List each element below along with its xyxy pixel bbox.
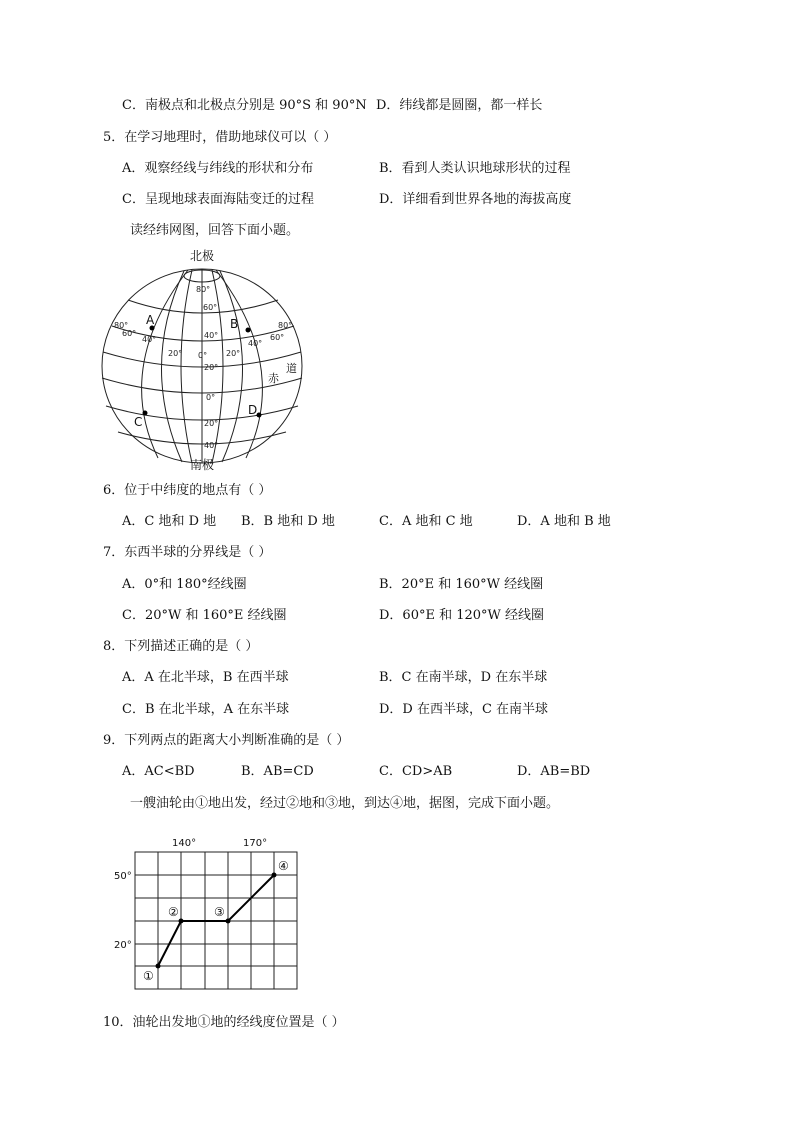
point-c-dot — [143, 411, 148, 416]
q9-option-a: A．AC<BD — [122, 764, 195, 779]
q7-stem: 7．东西半球的分界线是（ ） — [103, 545, 272, 560]
route-grid-figure — [110, 834, 310, 994]
q5-option-b: B．看到人类认识地球形状的过程 — [379, 161, 571, 176]
q6-option-b: B．B 地和 D 地 — [241, 514, 335, 529]
q9-stem: 9．下列两点的距离大小判断准确的是（ ） — [103, 733, 350, 748]
lat-line-40 — [112, 326, 294, 341]
grid-lat-50: 50° — [114, 871, 132, 882]
lat-label-0: 0° — [206, 393, 216, 402]
label-equator-2: 道 — [286, 362, 297, 375]
lat-label-s40: 40° — [204, 441, 219, 450]
route-label-2: ② — [168, 905, 179, 919]
route-point-3 — [226, 919, 231, 924]
q8-stem: 8．下列描述正确的是（ ） — [103, 639, 259, 654]
lon-label-r60: 60° — [270, 333, 285, 342]
q7-option-c: C．20°W 和 160°E 经线圈 — [122, 608, 287, 623]
lon-label-r40: 40° — [248, 339, 263, 348]
q7-option-b: B．20°E 和 160°W 经线圈 — [379, 577, 544, 592]
q8-option-a: A．A 在北半球，B 在西半球 — [122, 670, 289, 685]
point-d-dot — [257, 413, 262, 418]
label-point-a: A — [146, 313, 155, 327]
route-label-1: ① — [143, 969, 154, 983]
lon-label-l20: 20° — [168, 349, 183, 358]
label-point-b: B — [230, 317, 239, 331]
route-point-1 — [156, 964, 161, 969]
lon-label-r20: 20° — [226, 349, 241, 358]
q9-option-c: C．CD>AB — [379, 764, 453, 779]
label-point-c: C — [134, 415, 143, 429]
label-south-pole: 南极 — [190, 458, 215, 472]
q9-option-b: B．AB=CD — [241, 764, 314, 779]
lat-label-s20: 20° — [204, 419, 219, 428]
q6-stem: 6．位于中纬度的地点有（ ） — [103, 483, 272, 498]
lon-label-l80: 80° — [114, 321, 129, 330]
lon-label-r80: 80° — [278, 321, 293, 330]
intro-globe: 读经纬网图，回答下面小题。 — [130, 223, 300, 238]
label-point-d: D — [248, 403, 258, 417]
lon-label-0: 0° — [198, 351, 208, 360]
q6-option-c: C．A 地和 C 地 — [379, 514, 473, 529]
route-grid-svg — [110, 834, 310, 994]
q5-option-d: D．详细看到世界各地的海拔高度 — [379, 192, 572, 207]
lat-label-20: 20° — [204, 363, 219, 372]
route-point-2 — [179, 919, 184, 924]
q4-option-c: C．南极点和北极点分别是 90°S 和 90°N — [122, 98, 367, 113]
q6-option-a: A．C 地和 D 地 — [122, 514, 217, 529]
intro-route: 一艘油轮由①地出发，经过②地和③地，到达④地，据图，完成下面小题。 — [130, 796, 560, 811]
q9-option-d: D．AB=BD — [517, 764, 591, 779]
q8-option-d: D．D 在西半球，C 在南半球 — [379, 702, 549, 717]
label-north-pole: 北极 — [190, 249, 215, 263]
route-label-4: ④ — [278, 859, 289, 873]
lat-label-40: 40° — [204, 331, 219, 340]
grid-lon-170: 170° — [243, 838, 268, 849]
route-label-3: ③ — [214, 905, 225, 919]
q8-option-c: C．B 在北半球，A 在东半球 — [122, 702, 290, 717]
q10-stem: 10．油轮出发地①地的经线度位置是（ ） — [103, 1015, 345, 1030]
point-b-dot — [246, 328, 251, 333]
globe-svg — [100, 248, 305, 473]
grid-lon-140: 140° — [172, 838, 197, 849]
q6-option-d: D．A 地和 B 地 — [517, 514, 611, 529]
globe-figure — [100, 248, 305, 473]
q5-option-a: A．观察经线与纬线的形状和分布 — [122, 161, 314, 176]
grid-lat-20: 20° — [114, 940, 132, 951]
lat-label-60: 60° — [203, 303, 218, 312]
lon-label-l60: 60° — [122, 329, 137, 338]
q7-option-a: A．0°和 180°经线圈 — [122, 577, 247, 592]
q5-stem: 5．在学习地理时，借助地球仪可以（ ） — [103, 130, 337, 145]
route-point-4 — [272, 873, 277, 878]
label-equator-1: 赤 — [268, 372, 279, 385]
lat-label-80: 80° — [196, 285, 211, 294]
lon-label-l40: 40° — [142, 335, 157, 344]
q7-option-d: D．60°E 和 120°W 经线圈 — [379, 608, 545, 623]
q5-option-c: C．呈现地球表面海陆变迁的过程 — [122, 192, 314, 207]
q8-option-b: B．C 在南半球，D 在东半球 — [379, 670, 548, 685]
q4-option-d: D．纬线都是圆圈，都一样长 — [376, 98, 543, 113]
